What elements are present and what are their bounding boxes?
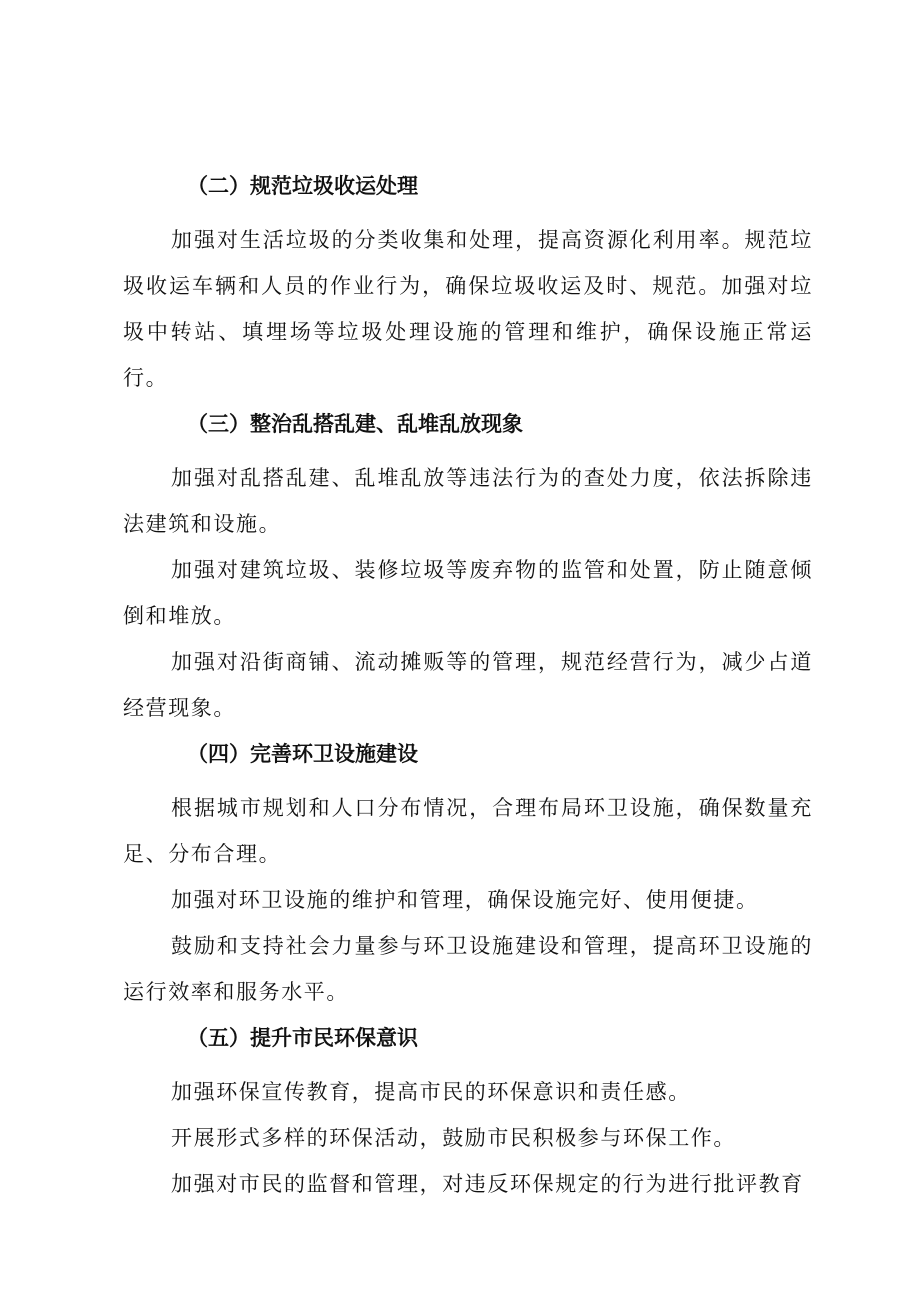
section-heading-5: （五）提升市民环保意识 [187, 1026, 418, 1050]
document-body [123, 163, 813, 1207]
paragraph: 加强对生活垃圾的分类收集和处理，提高资源化利用率。规范垃圾收运车辆和人员的作业行为，确保垃圾收运及时、规范。加强对垃圾中转站、填埋场等垃圾处理设施的管理和维护，确保设施正常运行。 [123, 228, 813, 390]
paragraph: 加强对环卫设施的维护和管理，确保设施完好、使用便捷。 [171, 888, 759, 912]
paragraph: 加强对市民的监督和管理，对违反环保规定的行为进行批评教育 [171, 1172, 804, 1196]
paragraph: 开展形式多样的环保活动，鼓励市民积极参与环保工作。 [171, 1126, 736, 1150]
paragraph: 鼓励和支持社会力量参与环卫设施建设和管理，提高环卫设施的运行效率和服务水平。 [123, 934, 813, 1004]
paragraph: 根据城市规划和人口分布情况，合理布局环卫设施，确保数量充足、分布合理。 [123, 796, 813, 866]
paragraph: 加强环保宣传教育，提高市民的环保意识和责任感。 [171, 1080, 691, 1104]
section-heading-4: （四）完善环卫设施建设 [187, 742, 418, 766]
section-heading-3: （三）整治乱搭乱建、乱堆乱放现象 [187, 412, 523, 436]
paragraph: 加强对建筑垃圾、装修垃圾等废弃物的监管和处置，防止随意倾倒和堆放。 [123, 558, 813, 628]
paragraph: 加强对乱搭乱建、乱堆乱放等违法行为的查处力度，依法拆除违法建筑和设施。 [123, 466, 813, 536]
section-heading-2: （二）规范垃圾收运处理 [187, 174, 418, 198]
paragraph: 加强对沿街商铺、流动摊贩等的管理，规范经营行为，减少占道经营现象。 [123, 650, 813, 720]
